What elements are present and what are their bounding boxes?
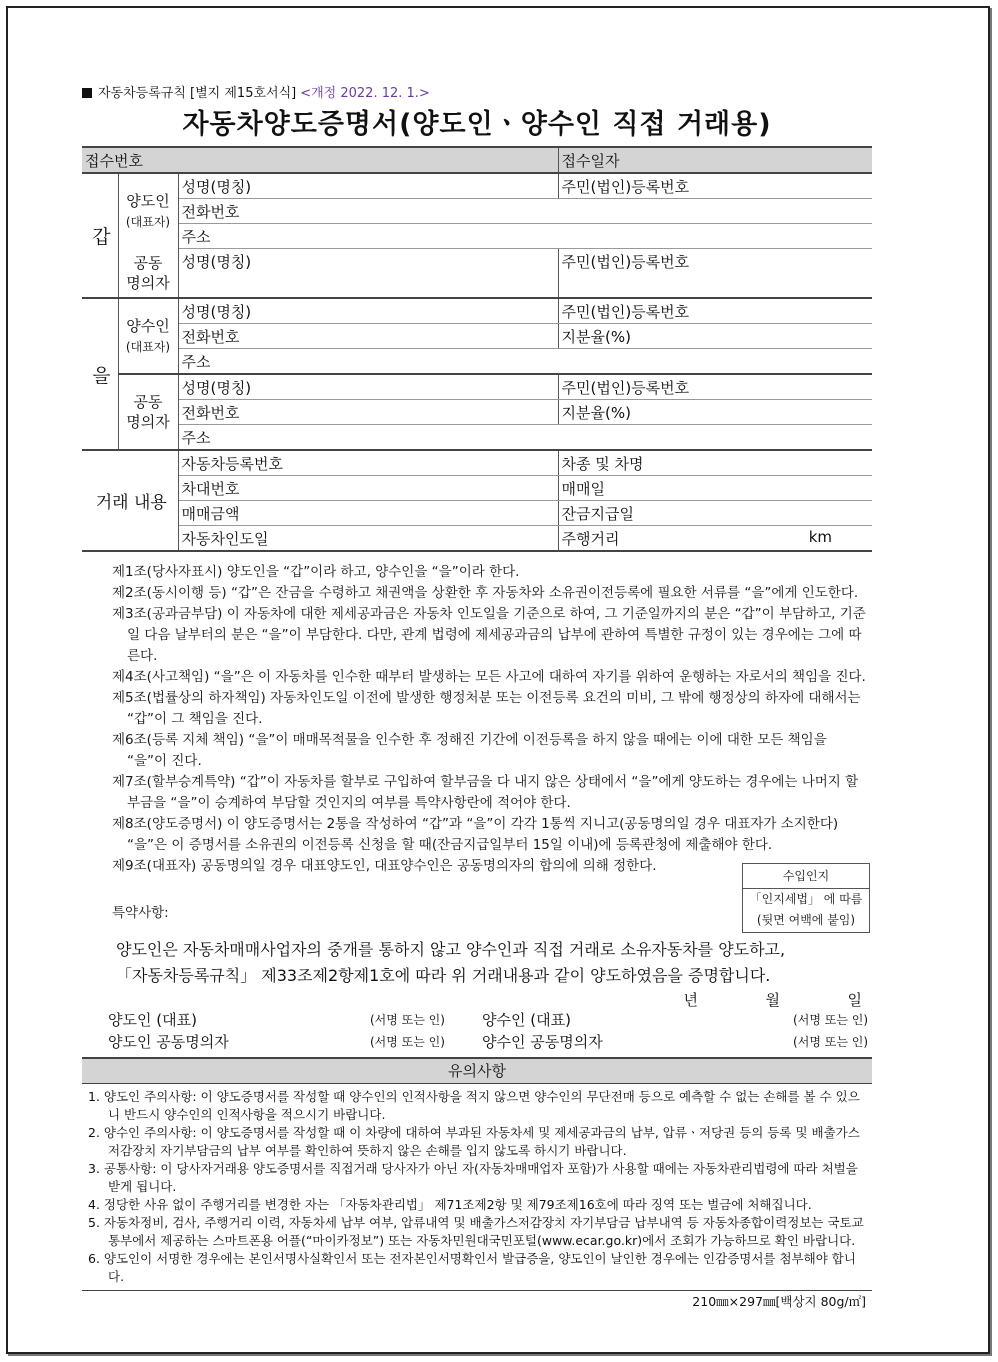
transferor-reg-no-field[interactable]: 주민(법인)등록번호 bbox=[558, 173, 872, 199]
sign-hint: (서명 또는 인) bbox=[370, 1035, 445, 1049]
page-title: 자동차양도증명서(양도인ㆍ양수인 직접 거래용) bbox=[182, 109, 772, 140]
stamp-title: 수입인지 bbox=[743, 864, 869, 889]
signature-row-co bbox=[108, 1031, 872, 1053]
group-eul: 을 bbox=[82, 298, 118, 450]
transferor-co-blank-2[interactable] bbox=[558, 273, 872, 298]
date-row bbox=[82, 989, 862, 1009]
receipt-number-field[interactable]: 접수번호 bbox=[82, 147, 558, 173]
mileage-field[interactable]: 주행거리 km bbox=[558, 526, 872, 552]
special-terms-row bbox=[112, 869, 868, 927]
stamp-line-1: 「인지세법」 에 따름 bbox=[749, 892, 863, 906]
transferee-co-phone-field[interactable]: 전화번호 bbox=[178, 400, 558, 425]
sign-hint: (서명 또는 인) bbox=[370, 1013, 445, 1027]
square-bullet-icon bbox=[82, 88, 92, 98]
receipt-date-field[interactable]: 접수일자 bbox=[558, 147, 872, 173]
transferee-co-signature[interactable]: 양수인 공동명의자 bbox=[482, 1033, 603, 1051]
transferor-co-signature[interactable]: 양도인 공동명의자 bbox=[108, 1033, 229, 1051]
sale-date-field[interactable]: 매매일 bbox=[558, 476, 872, 501]
form-ref-text: 자동차등록규칙 [별지 제15호서식] bbox=[98, 86, 297, 101]
transferee-rep-signature[interactable]: 양수인 (대표) bbox=[482, 1011, 571, 1029]
transferee-address-field[interactable]: 주소 bbox=[178, 349, 872, 375]
transferee-rep-label: 양수인 (대표자) bbox=[118, 298, 178, 374]
transferee-phone-field[interactable]: 전화번호 bbox=[178, 324, 558, 349]
clause-7: 제7조(할부승계특약) “갑”이 자동차를 할부로 구입하여 할부금을 다 내지 않은 상태에서 “을”에게 양도하는 경우에는 나머지 할부금을 “을”이 승계하여 부담할 것인지의 여부를 특약사항란에 적어야 한다. bbox=[112, 774, 859, 811]
transferor-co-blank[interactable] bbox=[178, 273, 558, 298]
clause-1: 제1조(당사자표시) 양도인을 “갑”이라 하고, 양수인을 “을”이라 한다. bbox=[112, 564, 520, 580]
transferee-co-owner-label: 공동 명의자 bbox=[118, 374, 178, 450]
clause-4: 제4조(사고책임) “을”은 이 자동차를 인수한 때부터 발생하는 모든 사고에 대하여 자기를 위하여 운행하는 자로서의 책임을 진다. bbox=[112, 669, 866, 685]
notice-item: 3. 공통사항: 이 당사자거래용 양도증명서를 직접거래 당사자가 아닌 자(자동차매매업자 포함)가 사용할 때에는 자동차관리법령에 따라 처벌을 받게 됩니다. bbox=[88, 1161, 858, 1194]
balance-date-field[interactable]: 잔금지급일 bbox=[558, 501, 872, 526]
notice-header: 유의사항 bbox=[82, 1057, 872, 1084]
clause-5: 제5조(법률상의 하자책임) 자동차인도일 이전에 발생한 행정처분 또는 이전등록 요건의 미비, 그 밖에 행정상의 하자에 대해서는 “갑”이 그 책임을 진다. bbox=[112, 690, 861, 727]
transferee-share-field[interactable]: 지분율(%) bbox=[558, 324, 872, 349]
year-label[interactable]: 년 bbox=[683, 991, 698, 1009]
signature-row-rep bbox=[108, 1009, 872, 1031]
group-gap: 갑 bbox=[82, 173, 118, 298]
transferor-co-reg-no-field[interactable]: 주민(법인)등록번호 bbox=[558, 249, 872, 274]
vehicle-reg-number-field[interactable]: 자동차등록번호 bbox=[178, 450, 558, 476]
clause-6: 제6조(등록 지체 책임) “을”이 매매목적물을 인수한 후 정해진 기간에 이전등록을 하지 않을 때에는 이에 대한 모든 책임을 “을”이 진다. bbox=[112, 732, 827, 769]
transfer-form-table bbox=[82, 146, 872, 552]
contract-clauses bbox=[112, 562, 868, 925]
notice-item: 4. 정당한 사유 없이 주행거리를 변경한 자는 「자동차관리법」 제71조제2항 및 제79조제16호에 따라 징역 또는 벌금에 처해집니다. bbox=[88, 1197, 812, 1212]
declaration-line-2: 「자동차등록규칙」 제33조제2항제1호에 따라 위 거래내용과 같이 양도하였음을 증명합니다. bbox=[116, 966, 771, 985]
notice-item: 2. 양수인 주의사항: 이 양도증명서를 작성할 때 이 차량에 대하여 부과된 자동차세 및 제세공과금의 납부, 압류ㆍ저당권 등의 등록 및 배출가스저감장치 자기부담금의 납부 여부를 확인하여 뜻하지 않은 손해를 입지 않도록 하시기 바랍니다. bbox=[88, 1125, 860, 1158]
day-label[interactable]: 일 bbox=[847, 991, 862, 1009]
transferee-co-address-field[interactable]: 주소 bbox=[181, 428, 211, 447]
paper-size-footer: 210㎜×297㎜[백상지 80g/㎡] bbox=[82, 1290, 872, 1311]
receipt-row bbox=[82, 147, 872, 173]
transferor-phone-field[interactable]: 전화번호 bbox=[178, 199, 872, 224]
notice-item: 5. 자동차정비, 검사, 주행거리 이력, 자동차세 납부 여부, 압류내역 및 배출가스저감장치 자기부담금 납부내역 등 자동차종합이력정보는 국토교통부에서 제공하는 스마트폰용 어플(“마이카정보”) 또는 자동차민원대국민포털(www.ecar.go.kr)에서 조회가 가능하므로 확인 바랍니다. bbox=[88, 1215, 864, 1248]
sign-hint: (서명 또는 인) bbox=[793, 1035, 868, 1049]
transferor-co-owner-label: 공동 명의자 bbox=[118, 249, 178, 299]
form-page bbox=[82, 84, 872, 1311]
revenue-stamp-box bbox=[742, 863, 870, 933]
notice-item: 1. 양도인 주의사항: 이 양도증명서를 작성할 때 양수인의 인적사항을 적지 않으면 양수인의 무단전매 등으로 예측할 수 없는 손해를 볼 수 있으니 반드시 양수인의 인적사항을 적으시기 바랍니다. bbox=[88, 1089, 860, 1122]
vin-field[interactable]: 차대번호 bbox=[178, 476, 558, 501]
notice-item: 6. 양도인이 서명한 경우에는 본인서명사실확인서 또는 전자본인서명확인서 발급증을, 양도인이 날인한 경우에는 인감증명서를 첨부해야 합니다. bbox=[88, 1251, 856, 1284]
group-deal: 거래 내용 bbox=[82, 450, 178, 551]
stamp-line-2: (뒷면 여백에 붙임) bbox=[756, 913, 856, 927]
special-terms-label: 특약사항: bbox=[112, 905, 169, 921]
vehicle-model-field[interactable]: 차종 및 차명 bbox=[558, 450, 872, 476]
transferor-address-field[interactable]: 주소 bbox=[178, 224, 872, 249]
clause-9: 제9조(대표자) 공동명의일 경우 대표양도인, 대표양수인은 공동명의자의 합의에 의해 정한다. bbox=[112, 858, 657, 874]
sale-amount-field[interactable]: 매매금액 bbox=[178, 501, 558, 526]
km-unit: km bbox=[808, 527, 833, 546]
declaration-line-1: 양도인은 자동차매매사업자의 중개를 통하지 않고 양수인과 직접 거래로 소유자동차를 양도하고, bbox=[116, 940, 786, 959]
clause-3: 제3조(공과금부담) 이 자동차에 대한 제세공과금은 자동차 인도일을 기준으로 하여, 그 기준일까지의 분은 “갑”이 부담하고, 기준일 다음 날부터의 분은 “을”이 부담한다. 다만, 관계 법령에 제세공과금의 납부에 관하여 특별한 규정이 있는 경우에는 그에 따른다. bbox=[112, 606, 866, 664]
clause-8: 제8조(양도증명서) 이 양도증명서는 2통을 작성하여 “갑”과 “을”이 각각 1통씩 지니고(공동명의일 경우 대표자가 소지한다) “을”은 이 증명서를 소유권의 이전등록 신청을 할 때(잔금지급일부터 15일 이내)에 등록관청에 제출해야 한다. bbox=[112, 816, 839, 853]
transferee-co-name-field[interactable]: 성명(명칭) bbox=[178, 374, 558, 400]
declaration-text bbox=[116, 937, 864, 989]
delivery-date-field[interactable]: 자동차인도일 bbox=[181, 529, 269, 548]
form-reference bbox=[82, 84, 872, 104]
transferor-rep-label: 양도인 (대표자) bbox=[118, 173, 178, 249]
notice-list bbox=[88, 1088, 866, 1286]
transferee-reg-no-field[interactable]: 주민(법인)등록번호 bbox=[558, 298, 872, 324]
transferor-name-field[interactable]: 성명(명칭) bbox=[178, 173, 558, 199]
transferor-rep-signature[interactable]: 양도인 (대표) bbox=[108, 1011, 197, 1029]
transferee-name-field[interactable]: 성명(명칭) bbox=[178, 298, 558, 324]
transferee-co-share-field[interactable]: 지분율(%) bbox=[558, 400, 872, 425]
transferor-co-name-field[interactable]: 성명(명칭) bbox=[181, 252, 252, 271]
revision-date: <개정 2022. 12. 1.> bbox=[300, 86, 430, 101]
month-label[interactable]: 월 bbox=[765, 991, 780, 1009]
clause-2: 제2조(동시이행 등) “갑”은 잔금을 수령하고 채권액을 상환한 후 자동차와 소유권이전등록에 필요한 서류를 “을”에게 인도한다. bbox=[112, 585, 859, 601]
transferee-co-reg-no-field[interactable]: 주민(법인)등록번호 bbox=[558, 374, 872, 400]
sign-hint: (서명 또는 인) bbox=[793, 1013, 868, 1027]
